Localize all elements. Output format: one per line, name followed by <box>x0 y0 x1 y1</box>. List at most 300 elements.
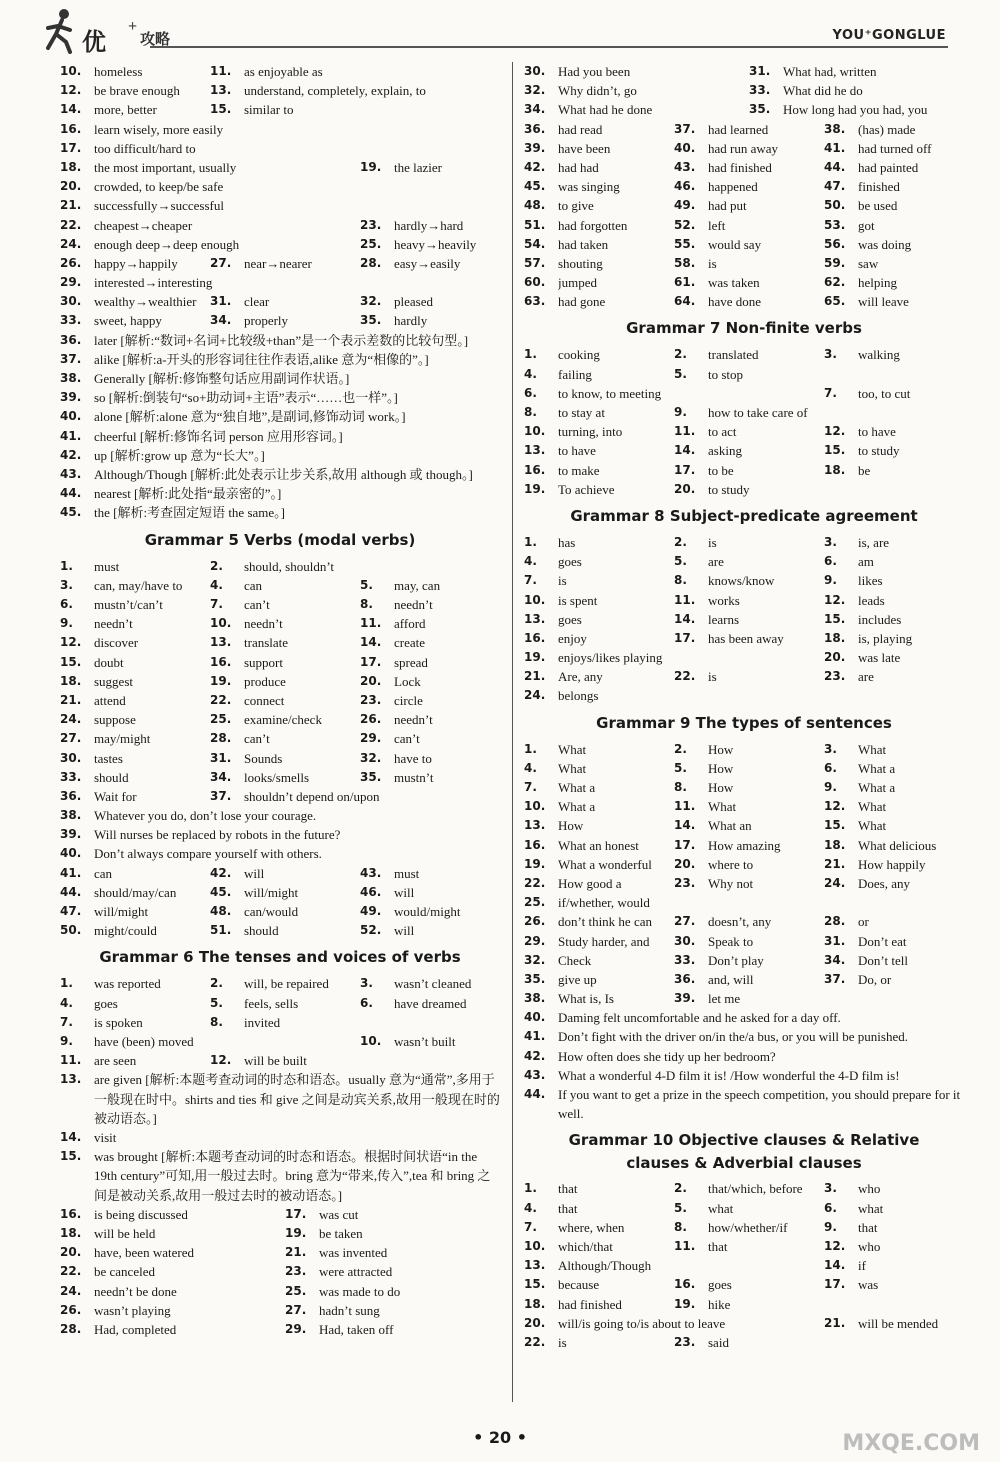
answer-item <box>824 912 964 931</box>
question-number: 1. <box>524 347 537 362</box>
answer-row-explained <box>60 407 500 426</box>
answer-item <box>60 614 210 633</box>
answer-text: jumped <box>558 275 597 291</box>
question-number: 13. <box>210 83 232 98</box>
answer-text: be brave enough <box>94 83 180 99</box>
answer-item <box>524 912 674 931</box>
answer-item <box>674 1179 824 1198</box>
answer-item <box>674 461 824 480</box>
answer-row <box>524 461 964 480</box>
question-number: 23. <box>285 1264 307 1279</box>
answer-item <box>285 1282 500 1301</box>
answer-text: was invented <box>319 1245 388 1261</box>
question-number: 27. <box>60 731 82 746</box>
answer-item <box>524 81 749 100</box>
answer-text: to stay at <box>558 405 605 420</box>
answer-item <box>524 778 674 797</box>
answer-item <box>60 139 500 158</box>
question-number: 33. <box>674 952 696 967</box>
question-number: 19. <box>360 159 382 174</box>
answer-row-explained <box>60 484 500 503</box>
question-number: 31. <box>749 64 771 78</box>
question-number: 15. <box>824 818 846 833</box>
answer-item <box>674 629 824 648</box>
answer-item <box>210 1013 500 1032</box>
answer-row <box>60 311 500 330</box>
answer-item <box>360 595 500 614</box>
answer-item <box>60 369 500 388</box>
answer-item <box>60 254 210 273</box>
answer-item <box>524 893 964 912</box>
answer-item <box>360 653 500 672</box>
question-number: 64. <box>674 294 696 309</box>
question-number: 51. <box>524 217 546 232</box>
answer-text: was <box>858 1277 879 1293</box>
question-number: 55. <box>674 236 696 251</box>
answer-text: wealthy→wealthier <box>94 294 197 310</box>
answer-text: if <box>858 1258 866 1274</box>
answer-row <box>524 759 964 778</box>
question-number: 30. <box>674 933 696 948</box>
question-number: 15. <box>210 102 232 117</box>
answer-text: where, when <box>558 1219 625 1235</box>
answer-row <box>60 994 500 1013</box>
answer-text: be <box>858 462 871 478</box>
question-number: 23. <box>824 669 846 684</box>
answer-text: needn’t <box>394 597 433 613</box>
answer-item <box>524 100 749 119</box>
answer-row <box>524 384 964 403</box>
answer-item <box>210 787 500 806</box>
question-number: 36. <box>524 121 546 136</box>
answer-item <box>524 384 824 403</box>
runner-logo-icon <box>44 8 76 54</box>
answer-item <box>60 994 210 1013</box>
answer-item <box>824 836 964 855</box>
answer-text: What a <box>858 780 896 795</box>
answer-text: will be held <box>94 1225 156 1241</box>
answer-item <box>824 120 964 139</box>
answer-item <box>824 422 964 441</box>
answer-text: wasn’t built <box>394 1033 456 1049</box>
answer-row <box>60 62 500 81</box>
answer-row <box>60 1128 500 1147</box>
answer-text: How <box>708 741 734 757</box>
question-number: 3. <box>824 741 837 756</box>
answer-row <box>524 120 964 139</box>
answer-row <box>60 196 500 215</box>
answer-item <box>360 902 500 921</box>
question-number: 11. <box>674 592 696 607</box>
answer-item <box>60 749 210 768</box>
question-number: 45. <box>60 505 82 520</box>
answer-text: had gone <box>558 294 606 310</box>
question-number: 40. <box>60 409 82 424</box>
answer-text: would/might <box>394 904 461 920</box>
question-number: 17. <box>674 837 696 852</box>
question-number: 2. <box>674 347 687 362</box>
answer-item <box>524 1047 964 1066</box>
answer-item <box>524 196 674 215</box>
answer-text: crowded, to keep/be safe <box>94 179 224 195</box>
section-title: Grammar 7 Non-finite verbs <box>626 319 862 338</box>
question-number: 24. <box>60 236 82 251</box>
answer-text: will <box>394 884 415 900</box>
question-number: 14. <box>674 443 696 458</box>
answer-item <box>524 1275 674 1294</box>
question-number: 35. <box>524 971 546 986</box>
answer-row <box>524 629 964 648</box>
question-number: 22. <box>524 1334 546 1349</box>
answer-item <box>824 970 964 989</box>
question-number: 41. <box>824 140 846 155</box>
answer-item <box>674 759 824 778</box>
answer-text: Had you been <box>558 64 631 79</box>
answer-text: How <box>708 780 734 795</box>
question-number: 22. <box>60 1264 82 1279</box>
answer-item <box>60 311 210 330</box>
question-number: 16. <box>60 121 82 136</box>
question-number: 7. <box>824 385 837 400</box>
answer-text: have, been watered <box>94 1245 194 1261</box>
question-number: 18. <box>60 159 82 174</box>
answer-text: had finished <box>558 1296 622 1312</box>
answer-text: Why not <box>708 875 754 891</box>
answer-text: shouting <box>558 255 603 271</box>
answer-text: can’t <box>244 731 270 747</box>
answer-row <box>60 557 500 576</box>
question-number: 42. <box>210 865 232 880</box>
answer-text: to study <box>708 481 750 497</box>
answer-text: Sounds <box>244 750 283 766</box>
answer-text: cooking <box>558 347 600 363</box>
answer-item <box>210 974 360 993</box>
question-number: 2. <box>210 558 223 573</box>
answer-text: understand, completely, explain, to <box>244 83 426 99</box>
question-number: 2. <box>674 1181 687 1196</box>
question-number: 29. <box>524 933 546 948</box>
answer-item <box>824 778 964 797</box>
answer-text: turning, into <box>558 424 623 440</box>
question-number: 4. <box>524 554 537 569</box>
answer-text: Whatever you do, don’t lose your courage. <box>94 808 317 824</box>
answer-text: hardly <box>394 313 428 329</box>
answer-text: can/would <box>244 904 299 920</box>
answer-item <box>60 235 360 254</box>
answer-text: nearest [解析:此处指“最亲密的”。] <box>94 486 282 502</box>
question-number: 19. <box>210 673 232 688</box>
answer-row-explained <box>524 1085 964 1123</box>
answer-item <box>60 446 500 465</box>
answer-text: afford <box>394 616 426 632</box>
answer-text: where to <box>708 856 754 872</box>
answer-item <box>524 1179 674 1198</box>
answer-text: What is, Is <box>558 991 614 1007</box>
answer-item <box>60 484 500 503</box>
answer-item <box>524 441 674 460</box>
answer-item <box>360 311 500 330</box>
question-number: 24. <box>60 712 82 727</box>
answer-text: happy→happily <box>94 255 178 271</box>
question-number: 50. <box>824 198 846 213</box>
answer-row <box>60 158 500 177</box>
answer-text: alike [解析:a-开头的形容词往往作表语,alike 意为“相像的”。] <box>94 351 429 367</box>
answer-text: What a wonderful 4-D film it is! /How wonderful the 4-D film is! <box>558 1067 900 1083</box>
answer-text: mustn’t/can’t <box>94 597 163 613</box>
answer-item <box>210 768 360 787</box>
question-number: 5. <box>360 577 373 592</box>
answer-item <box>524 158 674 177</box>
answer-text: knows/know <box>708 573 775 589</box>
answer-text: properly <box>244 313 289 329</box>
answer-text: visit <box>94 1129 117 1145</box>
answer-item <box>210 902 360 921</box>
answer-item <box>60 1262 285 1281</box>
answer-item <box>524 970 674 989</box>
answer-row <box>524 196 964 215</box>
answer-item <box>210 994 360 1013</box>
answer-text: needn’t be done <box>94 1283 177 1299</box>
answer-text: Why didn’t, go <box>558 83 637 99</box>
question-number: 20. <box>360 673 382 688</box>
answer-row <box>524 1295 964 1314</box>
answer-text: is <box>708 669 717 685</box>
answer-row <box>524 571 964 590</box>
answer-text: will <box>394 923 415 939</box>
question-number: 15. <box>60 654 82 669</box>
answer-item <box>749 62 964 81</box>
answer-row <box>524 591 964 610</box>
answer-item <box>674 989 964 1008</box>
question-number: 22. <box>524 875 546 890</box>
answer-row <box>524 970 964 989</box>
answer-item <box>749 100 964 119</box>
answer-text: to act <box>708 424 737 440</box>
answer-text: sweet, happy <box>94 313 162 329</box>
answer-row <box>524 686 964 705</box>
answer-item <box>674 177 824 196</box>
answer-text: can’t <box>244 597 270 613</box>
answer-text: feels, sells <box>244 995 299 1011</box>
answer-row <box>60 120 500 139</box>
answer-text: will/might <box>94 904 149 920</box>
answer-text: will/might <box>244 884 299 900</box>
question-number: 27. <box>285 1302 307 1317</box>
answer-item <box>60 100 210 119</box>
answer-row <box>524 533 964 552</box>
question-number: 1. <box>524 741 537 756</box>
answer-row <box>60 672 500 691</box>
answer-text: can, may/have to <box>94 577 183 593</box>
answer-text: similar to <box>244 102 294 118</box>
answer-item <box>360 614 500 633</box>
answer-row-explained <box>60 331 500 350</box>
question-number: 18. <box>60 673 82 688</box>
answer-text: said <box>708 1334 729 1350</box>
answer-text: invited <box>244 1014 281 1030</box>
question-number: 12. <box>824 592 846 607</box>
answer-item <box>524 932 674 951</box>
answer-item <box>674 874 824 893</box>
question-number: 10. <box>360 1033 382 1048</box>
answer-item <box>824 610 964 629</box>
answer-text: should, shouldn’t <box>244 558 335 574</box>
question-number: 9. <box>60 1033 73 1048</box>
answer-text: are given [解析:本题考查动词的时态和语态。usually 意为“通常”,多用于一般现在时中。shirts and ties 和 give 之间是动宾关系,故用一般现在时的被动语态。] <box>94 1072 500 1126</box>
answer-item <box>360 254 500 273</box>
answer-row <box>60 576 500 595</box>
question-number: 11. <box>674 799 696 814</box>
answer-text: What <box>708 799 737 815</box>
answer-text: was singing <box>558 179 620 195</box>
answer-item <box>824 1199 964 1218</box>
question-number: 7. <box>524 573 537 588</box>
question-number: 38. <box>524 991 546 1006</box>
answer-text: to have <box>558 443 596 459</box>
answer-text: have been <box>558 140 611 156</box>
question-number: 12. <box>824 424 846 439</box>
answer-text: more, better <box>94 102 157 118</box>
answer-item <box>524 177 674 196</box>
question-number: 37. <box>674 121 696 136</box>
question-number: 41. <box>60 865 82 880</box>
question-number: 34. <box>210 313 232 328</box>
question-number: 33. <box>60 769 82 784</box>
answer-item <box>210 672 360 691</box>
answer-item <box>60 672 210 691</box>
answer-text: so [解析:倒装句“so+助动词+主语”表示“……也一样”。] <box>94 390 398 406</box>
question-number: 22. <box>674 669 696 684</box>
answer-text: was reported <box>94 976 161 992</box>
answer-row <box>524 740 964 759</box>
question-number: 34. <box>824 952 846 967</box>
answer-item <box>60 427 500 446</box>
question-number: 6. <box>824 760 837 775</box>
answer-text: will/is going to/is about to leave <box>558 1315 726 1331</box>
answer-text: Although/Though <box>558 1258 652 1274</box>
answer-item <box>60 81 210 100</box>
question-number: 12. <box>60 635 82 650</box>
answer-row <box>524 441 964 460</box>
question-number: 8. <box>210 1014 223 1029</box>
answer-item <box>360 994 500 1013</box>
answer-text: looks/smells <box>244 769 310 785</box>
question-number: 35. <box>360 313 382 328</box>
answer-text: What a <box>558 780 596 795</box>
answer-item <box>210 614 360 633</box>
answer-text: are <box>708 554 724 570</box>
question-number: 13. <box>524 611 546 626</box>
answer-item <box>360 158 500 177</box>
section-title: Grammar 6 The tenses and voices of verbs <box>99 948 461 967</box>
answer-item <box>824 667 964 686</box>
question-number: 4. <box>524 760 537 775</box>
question-number: 3. <box>824 347 837 362</box>
question-number: 56. <box>824 236 846 251</box>
answer-row <box>60 273 500 292</box>
answer-text: is <box>558 573 567 589</box>
question-number: 32. <box>360 750 382 765</box>
answer-item <box>210 921 360 940</box>
answer-text: was taken <box>708 275 760 291</box>
answer-text: enjoys/likes playing <box>558 650 663 666</box>
answer-text: has <box>558 534 576 550</box>
answer-row <box>524 292 964 311</box>
question-number: 17. <box>824 1277 846 1292</box>
answer-item <box>674 403 964 422</box>
answer-text: enough deep→deep enough <box>94 236 240 252</box>
brand-name: YOU⁺GONGLUE <box>832 28 946 43</box>
answer-row <box>60 1320 500 1339</box>
answer-item <box>524 759 674 778</box>
answer-item <box>524 797 674 816</box>
answer-text: Don’t eat <box>858 933 907 949</box>
question-number: 9. <box>824 573 837 588</box>
question-number: 34. <box>210 769 232 784</box>
question-number: 22. <box>210 692 232 707</box>
answer-row <box>524 345 964 364</box>
question-number: 24. <box>524 688 546 703</box>
answer-item <box>210 710 360 729</box>
answer-item <box>60 1128 500 1147</box>
question-number: 4. <box>524 366 537 381</box>
header-rule <box>150 46 948 48</box>
question-number: 52. <box>674 217 696 232</box>
answer-item <box>674 1218 824 1237</box>
question-number: 9. <box>824 780 837 794</box>
answer-text: Don’t fight with the driver on/in the/a bus, or you will be punished. <box>558 1029 908 1045</box>
answer-row <box>524 874 964 893</box>
answer-item <box>824 1218 964 1237</box>
answer-item <box>360 576 500 595</box>
answer-text: produce <box>244 673 286 689</box>
answer-item <box>824 816 964 835</box>
answer-item <box>524 273 674 292</box>
answer-text: may/might <box>94 731 151 747</box>
answer-text: alone [解析:alone 意为“独自地”,是副词,修饰动词 work。] <box>94 409 406 425</box>
answer-text: left <box>708 217 726 233</box>
answer-text: have (been) moved <box>94 1033 194 1049</box>
question-number: 30. <box>60 294 82 309</box>
question-number: 48. <box>524 198 546 213</box>
question-number: 10. <box>210 616 232 631</box>
question-number: 39. <box>524 140 546 155</box>
answer-row <box>524 365 964 384</box>
question-number: 46. <box>360 884 382 899</box>
question-number: 43. <box>524 1067 546 1082</box>
answer-item <box>60 1301 285 1320</box>
answer-row <box>524 552 964 571</box>
section-title: Grammar 9 The types of sentences <box>596 713 892 732</box>
answer-text: likes <box>858 573 883 589</box>
section-title: Grammar 8 Subject-predicate agreement <box>570 506 918 525</box>
question-number: 35. <box>360 769 382 784</box>
answer-row-explained <box>60 369 500 388</box>
answer-item <box>210 311 360 330</box>
answer-row <box>524 1047 964 1066</box>
answer-text: is <box>708 255 717 271</box>
answer-text: examine/check <box>244 712 322 728</box>
answer-row <box>524 855 964 874</box>
answer-text: goes <box>558 611 582 627</box>
answer-text: may, can <box>394 577 441 593</box>
answer-item <box>824 951 964 970</box>
question-number: 12. <box>824 799 846 814</box>
question-number: 4. <box>210 577 223 592</box>
answer-text: attend <box>94 692 126 708</box>
answer-item <box>360 974 500 993</box>
answer-row <box>524 912 964 931</box>
